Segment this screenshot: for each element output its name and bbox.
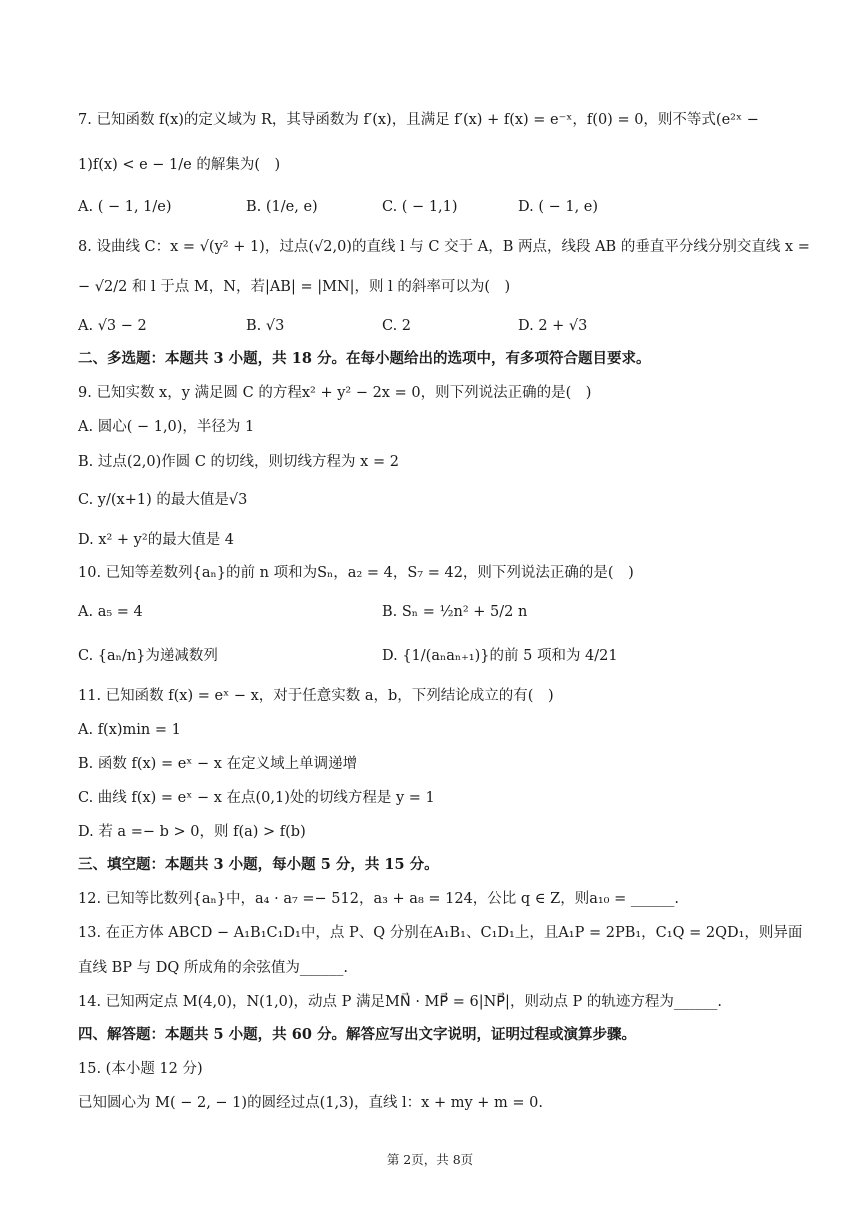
page-footer: 第 2页，共 8页 — [386, 1152, 474, 1167]
q15-stem: 已知圆心为 M( − 2, − 1)的圆经过点(1,3)，直线 l：x + my + m = 0. — [78, 1095, 543, 1111]
q10-option-d: D. {1/(aₙaₙ₊₁)}的前 5 项和为 4/21 — [382, 648, 618, 664]
q7-option-c: C. ( − 1,1) — [382, 199, 458, 215]
q8-option-b: B. √3 — [246, 318, 285, 334]
q11-stem: 11. 已知函数 f(x) = eˣ − x，对于任意实数 a，b，下列结论成立的有( ) — [78, 688, 554, 704]
q8-line1: 8. 设曲线 C：x = √(y² + 1)，过点(√2,0)的直线 l 与 C 交于 A，B 两点，线段 AB 的垂直平分线分别交直线 x = — [78, 239, 810, 255]
q7-option-a: A. ( − 1, 1/e) — [78, 199, 172, 215]
q9-option-b: B. 过点(2,0)作圆 C 的切线，则切线方程为 x = 2 — [78, 454, 399, 470]
q9-option-d: D. x² + y²的最大值是 4 — [78, 532, 235, 548]
q11-option-d: D. 若 a =− b > 0，则 f(a) > f(b) — [78, 824, 306, 840]
q12: 12. 已知等比数列{aₙ}中，a₄ · a₇ =− 512，a₃ + a₈ = 124，公比 q ∈ Z，则a₁₀ = ______. — [78, 891, 679, 907]
q7-option-d: D. ( − 1, e) — [518, 199, 599, 215]
q8-line2: − √2/2 和 l 于点 M，N，若|AB| = |MN|，则 l 的斜率可以为( ) — [78, 279, 511, 295]
q10-option-b: B. Sₙ = ½n² + 5/2 n — [382, 604, 528, 620]
q8-option-c: C. 2 — [382, 318, 412, 334]
q14: 14. 已知两定点 M(4,0)，N(1,0)，动点 P 满足MN⃗ · MP⃗ = 6|NP⃗|，则动点 P 的轨迹方程为______. — [78, 994, 723, 1010]
section-multiple-choice-heading: 二、多选题：本题共 3 小题，共 18 分。在每小题给出的选项中，有多项符合题目要求。 — [78, 350, 651, 367]
q13-line1: 13. 在正方体 ABCD − A₁B₁C₁D₁中，点 P、Q 分别在A₁B₁、C₁D₁上，且A₁P = 2PB₁，C₁Q = 2QD₁，则异面 — [78, 925, 803, 941]
q11-option-a: A. f(x)min = 1 — [78, 722, 181, 738]
q11-option-b: B. 函数 f(x) = eˣ − x 在定义域上单调递增 — [78, 756, 358, 772]
q9-option-a: A. 圆心( − 1,0)，半径为 1 — [78, 419, 255, 435]
q7-line2: 1)f(x) < e − 1/e 的解集为( ) — [78, 157, 281, 173]
q11-option-c: C. 曲线 f(x) = eˣ − x 在点(0,1)处的切线方程是 y = 1 — [78, 790, 435, 806]
q10-stem: 10. 已知等差数列{aₙ}的前 n 项和为Sₙ，a₂ = 4，S₇ = 42，则下列说法正确的是( ) — [78, 565, 634, 581]
section-fill-in-heading: 三、填空题：本题共 3 小题，每小题 5 分，共 15 分。 — [78, 856, 439, 873]
section-solution-heading: 四、解答题：本题共 5 小题，共 60 分。解答应写出文字说明，证明过程或演算步骤。 — [78, 1026, 636, 1043]
q7-line1: 7. 已知函数 f(x)的定义域为 R，其导函数为 f′(x)，且满足 f′(x) + f(x) = e⁻ˣ，f(0) = 0，则不等式(e²ˣ − — [78, 112, 759, 128]
q8-option-d: D. 2 + √3 — [518, 318, 588, 334]
q13-line2: 直线 BP 与 DQ 所成角的余弦值为______. — [78, 960, 348, 976]
q10-option-c: C. {aₙ/n}为递减数列 — [78, 648, 218, 664]
q10-option-a: A. a₅ = 4 — [78, 604, 143, 620]
q9-stem: 9. 已知实数 x，y 满足圆 C 的方程x² + y² − 2x = 0，则下列说法正确的是( ) — [78, 385, 592, 401]
q8-option-a: A. √3 − 2 — [78, 318, 147, 334]
q7-option-b: B. (1/e, e) — [246, 199, 318, 215]
q9-option-c: C. y/(x+1) 的最大值是√3 — [78, 492, 248, 508]
q15-header: 15. (本小题 12 分) — [78, 1061, 203, 1077]
